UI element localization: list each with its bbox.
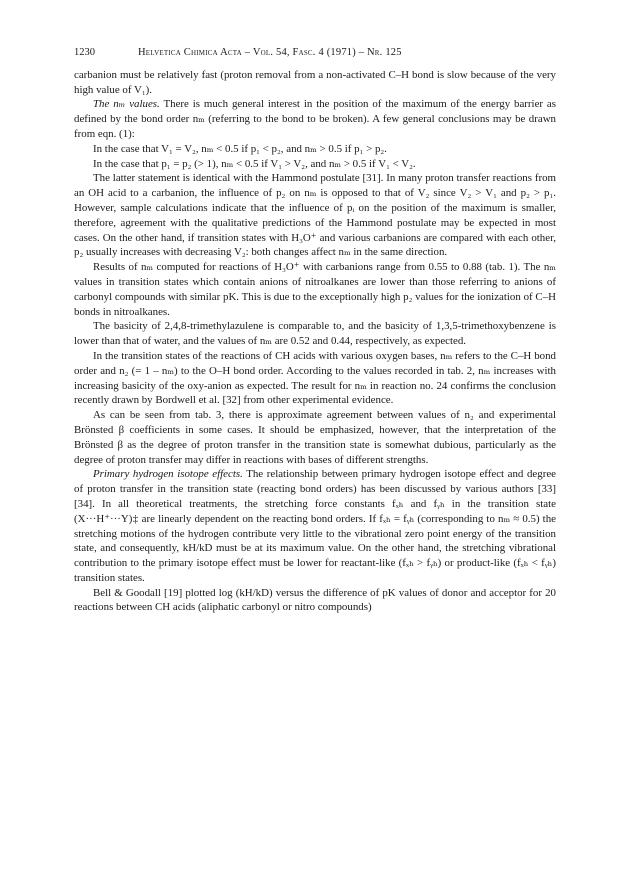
running-header: [74, 46, 556, 61]
journal-page: [74, 46, 556, 615]
paragraph-results: Results of nₘ computed for reactions of H₃O⁺ with carbanions range from 0.55 to 0.88 (tab. 1). The nₘ values in transition states which contain anions of nitroalkanes are lower than those referring to anions of carbonyl compounds with similar pK. This is due to the exceptionally high p₂ values for the ionization of C–H bonds in nitroalkanes.: [74, 261, 556, 318]
paragraph-isotope-effects-body: The relationship between primary hydrogen isotope effect and degree of proton transfer in the transition state (reacting bond orders) has been discussed by various authors [33] [34]. In all theoretical treatments, the stretching force constants fₓₕ and fᵧₕ in the transition state (X···H⁺···Y)‡ are linearly dependent on the reacting bond orders. If fₓₕ = fᵧₕ (corresponding to nₘ ≈ 0.5) the stretching motions of the hydrogen contribute very little to the vibrational zero point energy of the transition state, and consequently, kH/kD must be at its maximum value. On the other hand, the stretching vibrational contribution to the primary isotope effect must be lower for reactant-like (fₓₕ > fᵧₕ) or product-like (fₓₕ < fᵧₕ) transition states.: [74, 468, 556, 584]
paragraph-bell-goodall: Bell & Goodall [19] plotted log (kH/kD) versus the difference of pK values of donor and acceptor for 20 reactions between CH acids (aliphatic carbonyl or nitro compounds): [74, 586, 556, 614]
paragraph-nm-values-body: There is much general interest in the position of the maximum of the energy barrier as defined by the bond order nₘ (referring to the bond to be broken). A few general conclusions may be drawn from eqn. (1):: [74, 98, 556, 140]
paragraph-hammond: The latter statement is identical with the Hammond postulate [31]. In many proton transfer reactions from an OH acid to a carbanion, the influence of p₂ on nₘ is opposed to that of V₂ since V₂ > V₁ and p₂ > p₁. However, sample calculations indicate that the influence of pᵢ on the position of the maximum is smaller, therefore, agreement with the qualitative predictions of the Hammond postulate may be expected in most cases. On the other hand, if transition states with H₃O⁺ and various carbanions are compared with each other, p₂ usually increases with decreasing V₂: both changes affect nₘ in the same direction.: [74, 172, 556, 259]
paragraph-bronsted: As can be seen from tab. 3, there is approximate agreement between values of n₂ and experimental Brönsted β coefficients in some cases. It should be emphasized, however, that the interpretation of the Brönsted β as the degree of proton transfer in the transition state is somewhat dubious, particularly as the degree of proton transfer may differ in reactions with bases of different strengths.: [74, 409, 556, 466]
page-number: 1230: [74, 47, 95, 58]
section-heading-nm-values: The nₘ values.: [93, 98, 160, 111]
running-title: Helvetica Chimica Acta – Vol. 54, Fasc. 4 (1971) – Nr. 125: [138, 47, 402, 58]
paragraph-basicity: The basicity of 2,4,8-trimethylazulene is comparable to, and the basicity of 1,3,5-trimethoxybenzene is lower than that of water, and the values of nₘ are 0.52 and 0.44, respectively, as expected.: [74, 320, 556, 348]
paragraph-isotope-effects: [74, 467, 556, 585]
paragraph-1: carbanion must be relatively fast (proton removal from a non-activated C–H bond is slow because of the very high value of V₁).: [74, 68, 556, 96]
case-equal-p: In the case that p₁ = p₂ (> 1), nₘ < 0.5 if V₁ > V₂, and nₘ > 0.5 if V₁ < V₂.: [93, 157, 416, 170]
paragraph-nm-values: [74, 97, 556, 141]
section-heading-isotope-effects: Primary hydrogen isotope effects.: [93, 468, 243, 481]
case-equal-barrier: In the case that V₁ = V₂, nₘ < 0.5 if p₁ < p₂, and nₘ > 0.5 if p₁ > p₂.: [93, 142, 387, 155]
paragraph-oxygen-bases: In the transition states of the reactions of CH acids with various oxygen bases, nₘ refers to the C–H bond order and n₂ (= 1 – nₘ) to the O–H bond order. According to the values recorded in tab. 2, nₘ increases with increasing basicity of the oxy-anion as expected. The result for nₘ in reaction no. 24 confirms the conclusion recently drawn by Bordwell et al. [32] from other experimental evidence.: [74, 349, 556, 407]
